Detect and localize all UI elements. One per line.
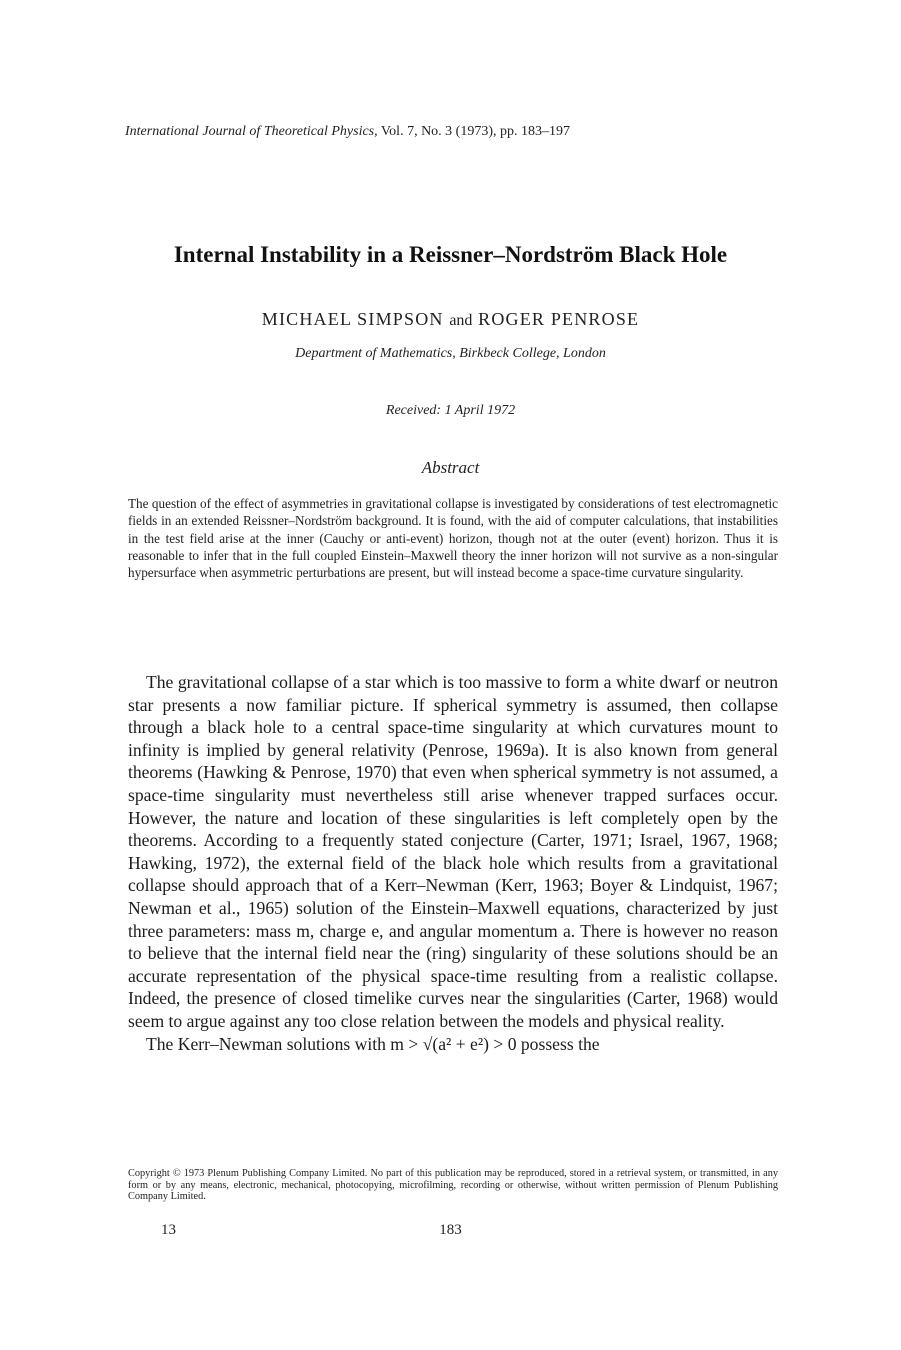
page-number: 183: [439, 1222, 462, 1238]
paragraph-1: The gravitational collapse of a star which is too massive to form a white dwarf or neutron star presents a now familiar picture. If spherical symmetry is assumed, then collapse through a black hole to a central space-time singularity at which curvatures mount to infinity is implied by general relativity (Penrose, 1969a). It is also known from general theorems (Hawking & Penrose, 1970) that even when spherical symmetry is not assumed, a space-time singularity must nevertheless still arise whenever trapped surfaces occur. However, the nature and location of these singularities is left completely open by the theorems. According to a frequently stated conjecture (Carter, 1971; Israel, 1967, 1968; Hawking, 1972), the external field of the black hole which results from a gravitational collapse should approach that of a Kerr–Newman (Kerr, 1963; Boyer & Lindquist, 1967; Newman et al., 1965) solution of the Einstein–Maxwell equations, characterized by just three parameters: mass m, charge e, and angular momentum a. There is however no reason to believe that the internal field near the (ring) singularity of these solutions should be an accurate representation of the physical space-time resulting from a realistic collapse. Indeed, the presence of closed timelike curves near the singularities (Carter, 1968) would seem to argue against any too close relation between the models and physical reality.: [128, 672, 778, 1031]
author-conjunction: and: [449, 312, 473, 329]
journal-citation: Vol. 7, No. 3 (1973), pp. 183–197: [377, 124, 571, 139]
paper-title: Internal Instability in a Reissner–Nordström Black Hole: [173, 242, 728, 267]
body-text: [128, 671, 778, 1055]
author-line: [0, 309, 901, 330]
abstract-heading: Abstract: [421, 458, 480, 477]
running-header: [125, 124, 785, 140]
signature-mark: 13: [161, 1222, 176, 1238]
author-simpson: MICHAEL SIMPSON: [261, 309, 444, 329]
received-date: Received: 1 April 1972: [385, 403, 516, 418]
affiliation: Department of Mathematics, Birkbeck College, London: [295, 346, 606, 361]
journal-name: International Journal of Theoretical Physics,: [125, 124, 378, 139]
paragraph-2: The Kerr–Newman solutions with m > √(a² + e²) > 0 possess the: [146, 1033, 600, 1054]
abstract-text: The question of the effect of asymmetries in gravitational collapse is investigated by considerations of test electromagnetic fields in an extended Reissner–Nordström background. It is found, with the aid of computer calculations, that instabilities in the test field arise at the inner (Cauchy or anti-event) horizon, though not at the outer (event) horizon. Thus it is reasonable to infer that in the full coupled Einstein–Maxwell theory the inner horizon will not survive as a non-singular hypersurface when asymmetric perturbations are present, but will instead become a space-time curvature singularity.: [128, 496, 778, 581]
author-penrose: ROGER PENROSE: [478, 309, 640, 329]
copyright-notice: Copyright © 1973 Plenum Publishing Company Limited. No part of this publication may be reproduced, stored in a retrieval system, or transmitted, in any form or by any means, electronic, mechanical, photocopying, microfilming, recording or otherwise, without written permission of Plenum Publishing Company Limited.: [128, 1168, 778, 1203]
